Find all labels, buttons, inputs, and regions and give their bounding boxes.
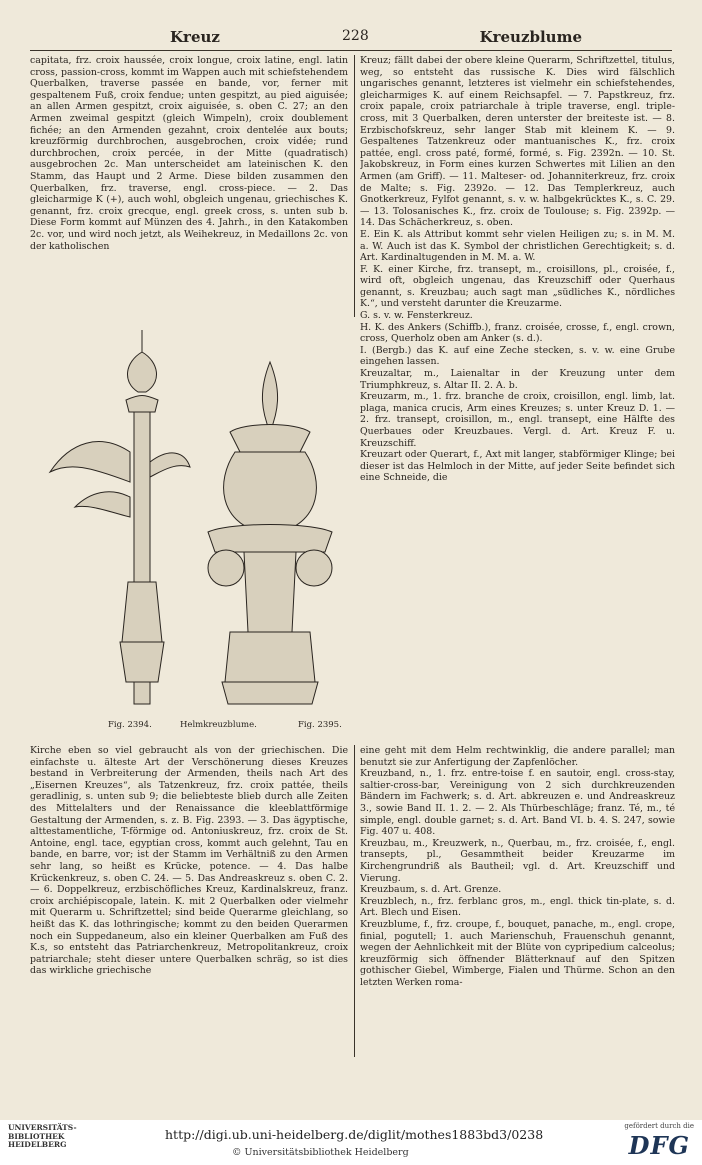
paragraph: H. K. des Ankers (Schiffb.), franz. croisée, crosse, f., engl. crown, cross, Querholz oben am Anker (s. d.). (360, 321, 675, 345)
paragraph: G. s. v. w. Fensterkreuz. (360, 310, 473, 322)
finial-illustrations (30, 322, 352, 722)
paragraph: Kreuzblume, f., frz. croupe, f., bouquet, panache, m., engl. crope, finial, pogutell; 1. auch Marienschuh, Frauenschuh genannt, wegen der Aehnlichkeit mit der Blüte von cypripedium calceolus; kreuzförmig sich öffnender Blätterknauf auf den Spitzen gothischer Giebel, Wimberge, Fialen und Thürme. Schon an den letzten Werken roma- (360, 918, 675, 988)
paragraph: Kreuzblech, n., frz. ferblanc gros, m., engl. thick tin-plate, s. d. Art. Blech und Eisen. (360, 895, 675, 919)
figure-2395-label: Fig. 2395. (298, 720, 342, 730)
header-rule (30, 50, 672, 51)
library-logo (8, 1124, 77, 1150)
paragraph: Kreuz; fällt dabei der obere kleine Querarm, Schriftzettel, titulus, weg, so entsteht das russische K. Dies wird fälschlich ungarisches genannt, letzteres ist vielmehr ein schiefstehendes, gleicharmiges K. auf einem Reichsapfel. — 7. Papstkreuz, frz. croix papale, croix patriarchale à triple traverse, engl. triple-cross, mit 3 Querbalken, deren unterster der breiteste ist. — 8. Erzbischofskreuz, sehr langer Stab mit kleinem K. — 9. Gespaltenes Tatzenkreuz oder mantuanisches K., frz. croix pattée, engl. cross paté, formé, formé, s. Fig. 2392n. — 10. St. Jakobskreuz, in Form eines kurzen Schwertes mit Lilien an den Armen (am Griff). — 11. Malteser- od. Johanniterkreuz, frz. croix de Malte; s. Fig. 2392o. — 12. Das Templerkreuz, auch Gnotkerkreuz, Fylfot genannt, s. v. w. halbgekrücktes K., s. C. 29. — 13. Tolosanisches K., frz. croix de Toulouse; s. Fig. 2392p. — 14. Das Schächerkreuz, s. oben. (360, 55, 675, 229)
funding-note: gefördert durch die (624, 1122, 694, 1130)
column-divider-top (354, 55, 355, 317)
copyright-notice: © Universitätsbibliothek Heidelberg (232, 1147, 409, 1158)
paragraph: capitata, frz. croix haussée, croix longue, croix latine, engl. latin cross, passion-cross, kommt im Wappen auch mit schiefstehendem Querbalken, traverse passée en bande, vor, ferner mit gespaltenem Fuß, croix fendue; unten gespitzt, au pied aiguisée; an allen Armen gespitzt, croix aiguisée, s. oben C. 27; an den Armen zweimal gespitzt (gleich Wimpeln), croix doublement fichée; an den Armenden gezahnt, croix dentelée aux bouts; kreuzförmig durchbrochen, ausgebrochen, croix vidée; rund durchbrochen, croix percée, in der Mitte (quadratisch) ausgebrochen 2c. Man unterscheidet am lateinischen K. den Stamm, das Haupt und 2 Arme. Diese bilden zusammen den Querbalken, frz. traverse, engl. cross-piece. — 2. Das gleicharmige K (+), auch wohl, obgleich ungenau, griechisches K. genannt, frz. croix grecque, engl. greek cross, s. unten sub b. Diese Form kommt auf Münzen des 4. Jahrh., in den Katakomben 2c. vor, und wird noch jetzt, als Weihekreuz, in Medaillons 2c. von der katholischen (30, 55, 348, 252)
header-left-keyword: Kreuz (170, 28, 220, 46)
paragraph: Kirche eben so viel gebraucht als von der griechischen. Die einfachste u. älteste Art der Verschönerung dieses Kreuzes bestand in Verbreiterung der Armenden, theils nach Art des „Eisernen Kreuzes“, als Tatzenkreuz, frz. croix pattée, theils geradlinig, s. unten sub 9; die beliebteste blieb durch alle Zeiten des Mittelalters und der Renaissance die kleeblattförmige Gestaltung der Armenden, s. z. B. Fig. 2393. — 3. Das ägyptische, alttestamentliche, T-förmige od. Antoniuskreuz, frz. croix de St. Antoine, engl. tace, egyptian cross, kommt auch gelehnt, Tau en bande, en barre, vor; ist der Stamm im Verhältniß zu den Armen sehr lang, so heißt es Krücke, potence. — 4. Das halbe Krückenkreuz, s. oben C. 24. — 5. Das Andreaskreuz s. oben C. 2. — 6. Doppelkreuz, erzbischöfliches Kreuz, Kardinalskreuz, franz. croix archiépiscopale, latein. K. mit 2 Querbalken oder vielmehr mit Querarm u. Schriftzettel; sind beide Querarme gleichlang, so heißt das K. das lothringische; kommt zu den beiden Querarmen noch ein Suppedaneum, also ein kleiner Querbalken am Fuß des K.s, so entsteht das Patriarchenkreuz, Metropolitankreuz, croix patriarchale; steht dieser untere Querbalken schräg, so ist dies das wirkliche griechische (30, 745, 348, 977)
paragraph: eine geht mit dem Helm rechtwinklig, die andere parallel; man benutzt sie zur Anfertigung der Zapfenlöcher. (360, 745, 675, 768)
column-right-bottom (360, 745, 675, 1057)
fig-2395-finial (208, 362, 332, 704)
page-number: 228 (342, 28, 369, 44)
column-right-top (360, 55, 675, 738)
fig-2394-finial (50, 330, 190, 704)
figure-2394-label: Fig. 2394. (108, 720, 152, 730)
dfg-logo: DFG (628, 1131, 690, 1160)
header-right-keyword: Kreuzblume (479, 28, 582, 46)
library-name-line: HEIDELBERG (8, 1140, 67, 1149)
figure-caption: Helmkreuzblume. (180, 720, 257, 730)
column-left-top (30, 55, 348, 317)
paragraph: F. K. einer Kirche, frz. transept, m., croisillons, pl., croisée, f., wird oft, obgleich ungenau, das Kreuzschiff oder Querhaus genannt, s. Kreuzbau; auch sagt man „südliches K., nördliches K.“, und versteht darunter die Kreuzarme. (360, 263, 675, 310)
paragraph: Kreuzaltar, m., Laienaltar in der Kreuzung unter dem Triumphkreuz, s. Altar II. 2. A. b. (360, 368, 675, 391)
library-name-line: UNIVERSITÄTS- (8, 1123, 77, 1132)
paragraph: I. (Bergb.) das K. auf eine Zeche stecken, s. v. w. eine Grube eingehen lassen. (360, 344, 675, 368)
page-header (30, 28, 672, 50)
paragraph: Kreuzbau, m., Kreuzwerk, n., Querbau, m., frz. croisée, f., engl. transepts, pl., Gesammtheit beider Kreuzarme im Kirchengrundriß als Bautheil; vgl. d. Art. Kreuzschiff und Vierung. (360, 837, 675, 884)
library-name-line: BIBLIOTHEK (8, 1131, 65, 1141)
permalink-url[interactable]: http://digi.ub.uni-heidelberg.de/diglit/mothes1883bd3/0238 (165, 1127, 544, 1142)
paragraph: Kreuzbaum, s. d. Art. Grenze. (360, 884, 502, 896)
paragraph: E. Ein K. als Attribut kommt sehr vielen Heiligen zu; s. in M. M. a. W. Auch ist das K. Symbol der christlichen Gerechtigkeit; s. d. Art. Kardinaltugenden in M. M. a. W. (360, 228, 675, 264)
paragraph: Kreuzarm, m., 1. frz. branche de croix, croisillon, engl. limb, lat. plaga, manica crucis, Arm eines Kreuzes; s. unter Kreuz D. 1. — 2. frz. transept, croisillon, m., engl. transept, eine Hälfte des Querbaues oder Kreuzbaues. Vergl. d. Art. Kreuz F. u. Kreuzschiff. (360, 391, 675, 449)
column-divider-bottom (354, 745, 355, 1057)
figures-area (30, 322, 352, 737)
paragraph: Kreuzband, n., 1. frz. entre-toise f. en sautoir, engl. cross-stay, saltier-cross-bar, Vereinigung von 2 sich durchkreuzenden Bändern im Fachwerk; s. d. Art. abkreuzen e. und Andreaskreuz 3., sowie Band II. 1. 2. — 2. Als Thürbeschläge; franz. Té, m., té simple, engl. double garnet; s. d. Art. Band VI. b. 4. S. 247, sowie Fig. 407 u. 408. (360, 768, 675, 838)
paragraph: Kreuzart oder Querart, f., Axt mit langer, stabförmiger Klinge; bei dieser ist das Helmloch in der Mitte, auf jeder Seite befindet sich eine Schneide, die (360, 449, 675, 484)
column-left-bottom (30, 745, 348, 1057)
